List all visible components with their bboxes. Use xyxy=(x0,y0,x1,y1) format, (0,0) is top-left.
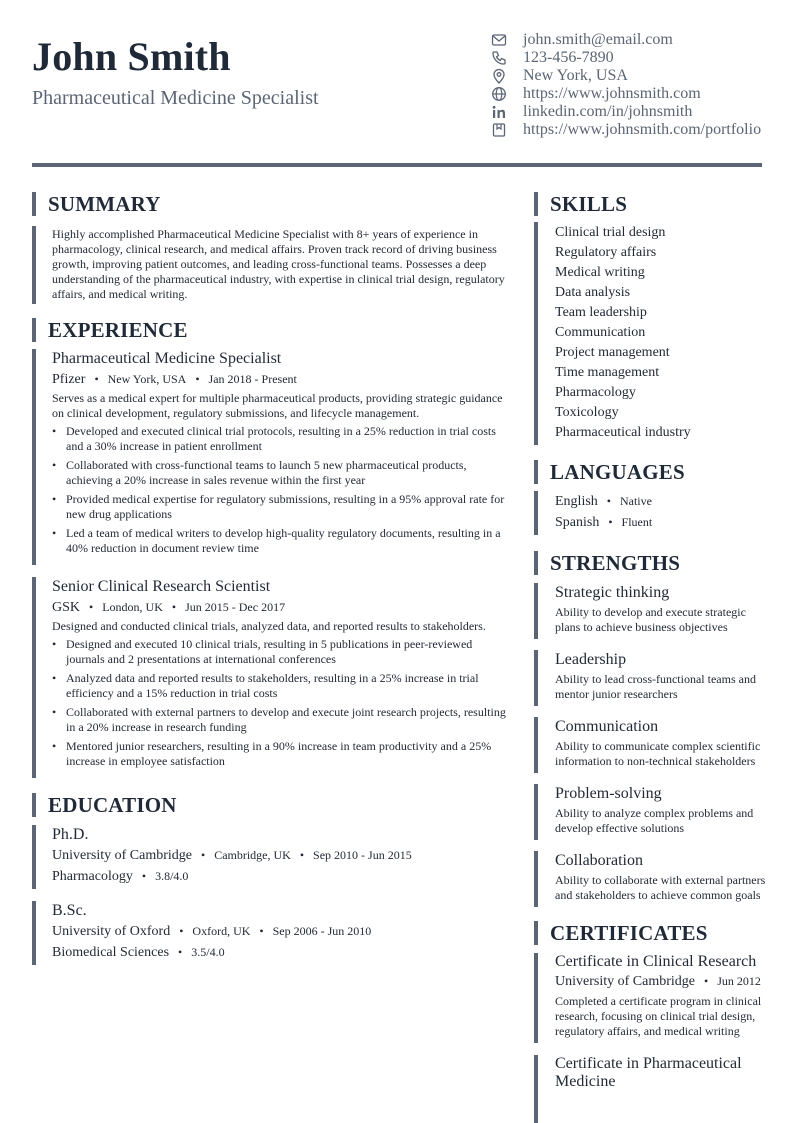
strength-name: Problem-solving xyxy=(555,785,662,802)
experience-heading: EXPERIENCE xyxy=(32,318,510,342)
list-item: • Analyzed data and reported results to stakeholders, resulting in a 25% increase in trial efficiency and a 15% reduction in trial costs xyxy=(52,671,510,701)
job-title: Pharmaceutical Medicine Specialist xyxy=(52,350,282,367)
list-item: • Provided medical expertise for regulatory submissions, resulting in a 95% approval rate for new drug applications xyxy=(52,492,510,522)
strength-description: Ability to analyze complex problems and develop effective solutions xyxy=(555,806,754,835)
job-dates: Jan 2018 - Present xyxy=(208,372,297,386)
skill-item: Team leadership xyxy=(555,305,647,320)
side-column xyxy=(534,190,766,1123)
language-item: Spanish • Fluent xyxy=(555,512,766,533)
certificate-entry xyxy=(534,953,766,1043)
education-heading: EDUCATION xyxy=(32,793,510,817)
education-dates: Sep 2010 - Jun 2015 xyxy=(313,848,412,862)
contact-portfolio-text: https://www.johnsmith.com/portfolio xyxy=(523,121,762,138)
education-meta: University of Cambridge • Cambridge, UK • Sep 2010 - Jun 2015 xyxy=(52,845,510,866)
language-name: English xyxy=(555,494,598,509)
strength-description: Ability to collaborate with external partners and stakeholders to achieve common goals xyxy=(555,873,766,902)
portfolio-icon xyxy=(490,121,508,139)
education-degree: Ph.D. xyxy=(52,826,89,843)
education-school: University of Oxford xyxy=(52,924,171,939)
education-field: Pharmacology xyxy=(52,869,133,884)
job-description: Serves as a medical expert for multiple pharmaceutical products, providing strategic guidance on clinical development, regulatory submissions, and lifecycle management. xyxy=(52,391,503,420)
skill-item: Toxicology xyxy=(555,405,619,420)
skill-item: Data analysis xyxy=(555,285,631,300)
education-location: Cambridge, UK xyxy=(214,848,291,862)
contact-phone-text: 123-456-7890 xyxy=(523,49,614,66)
contact-email-text: john.smith@email.com xyxy=(523,31,673,48)
strength-description: Ability to develop and execute strategic plans to achieve business objectives xyxy=(555,605,746,634)
education-gpa: 3.5/4.0 xyxy=(191,945,225,959)
list-item: • Developed and executed clinical trial protocols, resulting in a 25% reduction in trial costs and a 30% increase in patient enrollment xyxy=(52,424,510,454)
list-item: • Led a team of medical writers to develop high-quality regulatory documents, resulting in a 40% reduction in document review time xyxy=(52,526,510,556)
summary-block xyxy=(32,226,510,304)
education-gpa: 3.8/4.0 xyxy=(155,869,189,883)
list-item: • Collaborated with cross-functional teams to launch 5 new pharmaceutical products, achieving a 20% increase in sales revenue within the first year xyxy=(52,458,510,488)
skill-item: Communication xyxy=(555,325,646,340)
education-field-row: Biomedical Sciences • 3.5/4.0 xyxy=(52,942,510,963)
mail-icon xyxy=(490,31,508,49)
skill-item: Pharmacology xyxy=(555,385,636,400)
language-item: English • Native xyxy=(555,491,766,512)
skill-item: Regulatory affairs xyxy=(555,245,657,260)
strength-entry xyxy=(534,717,766,773)
strength-name: Strategic thinking xyxy=(555,584,670,601)
skill-item: Project management xyxy=(555,345,670,360)
languages-list xyxy=(534,491,766,535)
strengths-heading: STRENGTHS xyxy=(534,551,766,575)
certificate-entry xyxy=(534,1055,766,1123)
contact-list xyxy=(490,31,761,139)
contact-location-text: New York, USA xyxy=(523,67,628,84)
list-item: • Designed and executed 10 clinical trials, resulting in 5 publications in peer-reviewed journals and 2 presentations at international conferences xyxy=(52,637,510,667)
resume-header xyxy=(32,0,762,168)
education-entry xyxy=(32,901,510,965)
job-description: Designed and conducted clinical trials, analyzed data, and reported results to stakeholders. xyxy=(52,619,486,633)
summary-text: Highly accomplished Pharmaceutical Medicine Specialist with 8+ years of experience in pharmacology, clinical research, and medical affairs. Proven track record of driving business growth, improving patient outcomes, and leading cross-functional teams. Possesses a deep understanding of the pharmaceutical industry, with expertise in clinical trial design, regulatory affairs, and medical writing. xyxy=(52,227,505,301)
job-achievements xyxy=(52,637,510,769)
strength-entry xyxy=(534,650,766,706)
main-column xyxy=(32,190,510,965)
language-level: Native xyxy=(619,494,652,508)
candidate-title: Pharmaceutical Medicine Specialist xyxy=(32,87,319,109)
job-company: Pfizer xyxy=(52,372,86,387)
strength-entry xyxy=(534,851,766,907)
education-dates: Sep 2006 - Jun 2010 xyxy=(272,924,372,938)
list-item: • Mentored junior researchers, resulting in a 90% increase in team productivity and a 25% increase in employee satisfaction xyxy=(52,739,510,769)
skill-item: Clinical trial design xyxy=(555,225,666,240)
summary-heading: SUMMARY xyxy=(32,192,510,216)
job-location: New York, USA xyxy=(107,372,187,386)
location-icon xyxy=(490,67,508,85)
strength-entry xyxy=(534,784,766,840)
certificate-meta: University of Cambridge • Jun 2012 xyxy=(555,971,766,992)
certificate-description: Completed a certificate program in clinical research, focusing on clinical trial design, regulatory affairs, and medical writing xyxy=(555,994,762,1038)
skills-list xyxy=(534,222,766,445)
education-school: University of Cambridge xyxy=(52,848,192,863)
contact-linkedin-text: linkedin.com/in/johnsmith xyxy=(523,103,693,120)
language-level: Fluent xyxy=(621,515,653,529)
contact-phone[interactable] xyxy=(490,49,761,67)
job-meta: GSK • London, UK • Jun 2015 - Dec 2017 xyxy=(52,597,510,618)
skill-item: Pharmaceutical industry xyxy=(555,425,691,440)
certificate-name: Certificate in Pharmaceutical Medicine xyxy=(555,1055,742,1090)
contact-linkedin[interactable] xyxy=(490,103,761,121)
certificates-heading: CERTIFICATES xyxy=(534,921,766,945)
contact-location xyxy=(490,67,761,85)
job-location: London, UK xyxy=(102,600,163,614)
job-title: Senior Clinical Research Scientist xyxy=(52,578,271,595)
job-dates: Jun 2015 - Dec 2017 xyxy=(185,600,286,614)
skills-heading: SKILLS xyxy=(534,192,766,216)
certificate-date: Jun 2012 xyxy=(717,974,761,988)
job-entry xyxy=(32,349,510,565)
contact-email[interactable] xyxy=(490,31,761,49)
job-meta: Pfizer • New York, USA • Jan 2018 - Present xyxy=(52,369,510,390)
contact-website-text: https://www.johnsmith.com xyxy=(523,85,701,102)
globe-icon xyxy=(490,85,508,103)
certificate-issuer: University of Cambridge xyxy=(555,974,695,989)
language-name: Spanish xyxy=(555,515,600,530)
contact-portfolio[interactable] xyxy=(490,121,761,139)
strength-description: Ability to lead cross-functional teams and mentor junior researchers xyxy=(555,672,756,701)
job-company: GSK xyxy=(52,600,81,615)
education-field: Biomedical Sciences xyxy=(52,945,170,960)
education-meta: University of Oxford • Oxford, UK • Sep 2006 - Jun 2010 xyxy=(52,921,510,942)
strength-name: Communication xyxy=(555,718,659,735)
job-entry xyxy=(32,577,510,778)
skill-item: Time management xyxy=(555,365,660,380)
header-divider xyxy=(32,163,762,167)
contact-website[interactable] xyxy=(490,85,761,103)
strength-entry xyxy=(534,583,766,639)
languages-heading: LANGUAGES xyxy=(534,460,766,484)
job-achievements xyxy=(52,424,510,556)
strength-name: Collaboration xyxy=(555,852,643,869)
education-field-row: Pharmacology • 3.8/4.0 xyxy=(52,866,510,887)
list-item: • Collaborated with external partners to develop and execute joint research projects, resulting in a 20% increase in research funding xyxy=(52,705,510,735)
education-location: Oxford, UK xyxy=(192,924,251,938)
candidate-name: John Smith xyxy=(32,34,231,79)
education-entry xyxy=(32,825,510,889)
certificate-name: Certificate in Clinical Research xyxy=(555,953,757,970)
strength-name: Leadership xyxy=(555,651,627,668)
linkedin-icon xyxy=(490,103,508,121)
phone-icon xyxy=(490,49,508,67)
strength-description: Ability to communicate complex scientific information to non-technical stakeholders xyxy=(555,739,761,768)
education-degree: B.Sc. xyxy=(52,902,87,919)
skill-item: Medical writing xyxy=(555,265,645,280)
